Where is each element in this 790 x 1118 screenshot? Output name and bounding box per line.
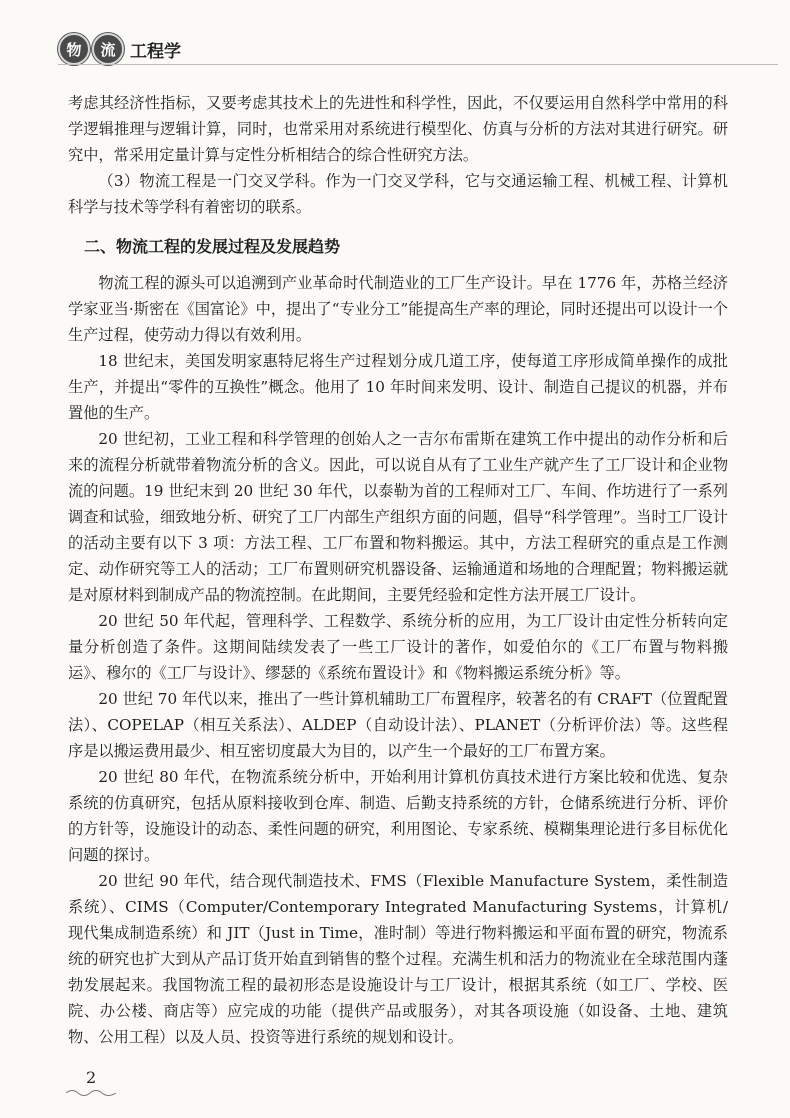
section-paragraph: 物流工程的源头可以追溯到产业革命时代制造业的工厂生产设计。早在 1776 年，苏格兰经济学家亚当·斯密在《国富论》中，提出了“专业分工”能提高生产率的理论，同时还提出可以设计一个生产过程，使劳动力得以有效利用。	[68, 274, 728, 344]
paragraph-continued: 考虑其经济性指标，又要考虑其技术上的先进性和科学性，因此，不仅要运用自然科学中常用的科学逻辑推理与逻辑计算，同时，也常采用对系统进行模型化、仿真与分析的方法对其进行研究。研究中，常采用定量计算与定性分析相结合的综合性研究方法。	[68, 94, 728, 164]
header-badge-2: 流	[92, 33, 124, 65]
section-paragraph: 20 世纪初，工业工程和科学管理的创始人之一吉尔布雷斯在建筑工作中提出的动作分析和后来的流程分析就带着物流分析的含义。因此，可以说自从有了工业生产就产生了工厂设计和企业物流的问题。19 世纪末到 20 世纪 30 年代，以泰勒为首的工程师对工厂、车间、作坊进行了一系列调查和试验，细致地分析、研究了工厂内部生产组织方面的问题，倡导“科学管理”。当时工厂设计的活动主要有以下 3 项：方法工程、工厂布置和物料搬运。其中，方法工程研究的重点是工作测定、动作研究等工人的活动；工厂布置则研究机器设备、运输通道和场地的合理配置；物料搬运就是对原材料到制成产品的物流控制。在此期间，主要凭经验和定性方法开展工厂设计。	[68, 430, 728, 604]
section-paragraph: 18 世纪末，美国发明家惠特尼将生产过程划分成几道工序，使每道工序形成简单操作的成批生产，并提出“零件的互换性”概念。他用了 10 年时间来发明、设计、制造自己提议的机器，并布置他的生产。	[68, 352, 728, 422]
header-divider	[58, 64, 778, 65]
page-number: 2	[86, 1068, 97, 1087]
section-paragraph: 20 世纪 90 年代，结合现代制造技术、FMS（Flexible Manufacture System，柔性制造系统）、CIMS（Computer/Contemporary Integrated Manufacturing Systems，计算机/现代集成制造系统）和 JIT（Just in Time，准时制）等进行物料搬运和平面布置的研究，物流系统的研究也扩大到从产品订货开始直到销售的整个过程。充满生机和活力的物流业在全球范围内蓬勃发展起来。我国物流工程的最初形态是设施设计与工厂设计，根据其系统（如工厂、学校、医院、办公楼、商店等）应完成的功能（提供产品或服务），对其各项设施（如设备、土地、建筑物、公用工程）以及人员、投资等进行系统的规划和设计。	[68, 872, 728, 1046]
paragraph-item-3: （3）物流工程是一门交叉学科。作为一门交叉学科，它与交通运输工程、机械工程、计算机科学与技术等学科有着密切的联系。	[68, 172, 728, 216]
section-paragraph: 20 世纪 50 年代起，管理科学、工程数学、系统分析的应用，为工厂设计由定性分析转向定量分析创造了条件。这期间陆续发表了一些工厂设计的著作，如爱伯尔的《工厂布置与物料搬运》、穆尔的《工厂与设计》、缪瑟的《系统布置设计》和《物料搬运系统分析》等。	[68, 612, 728, 682]
header-title: 工程学	[130, 41, 181, 62]
page-body	[68, 90, 728, 1050]
section-paragraph: 20 世纪 80 年代，在物流系统分析中，开始利用计算机仿真技术进行方案比较和优选、复杂系统的仿真研究，包括从原料接收到仓库、制造、后勤支持系统的方针，仓储系统进行分析、评价的方针等，设施设计的动态、柔性问题的研究，利用图论、专家系统、模糊集理论进行多目标优化问题的探讨。	[68, 768, 728, 864]
header-badge-1: 物	[58, 33, 90, 65]
page-header	[58, 34, 181, 64]
section-heading: 二、物流工程的发展过程及发展趋势	[84, 237, 341, 256]
page-ornament-icon	[64, 1088, 118, 1098]
section-paragraph: 20 世纪 70 年代以来，推出了一些计算机辅助工厂布置程序，较著名的有 CRAFT（位置配置法）、COPELAP（相互关系法）、ALDEP（自动设计法）、PLANET（分析评价法）等。这些程序是以搬运费用最少、相互密切度最大为目的，以产生一个最好的工厂布置方案。	[68, 690, 728, 760]
